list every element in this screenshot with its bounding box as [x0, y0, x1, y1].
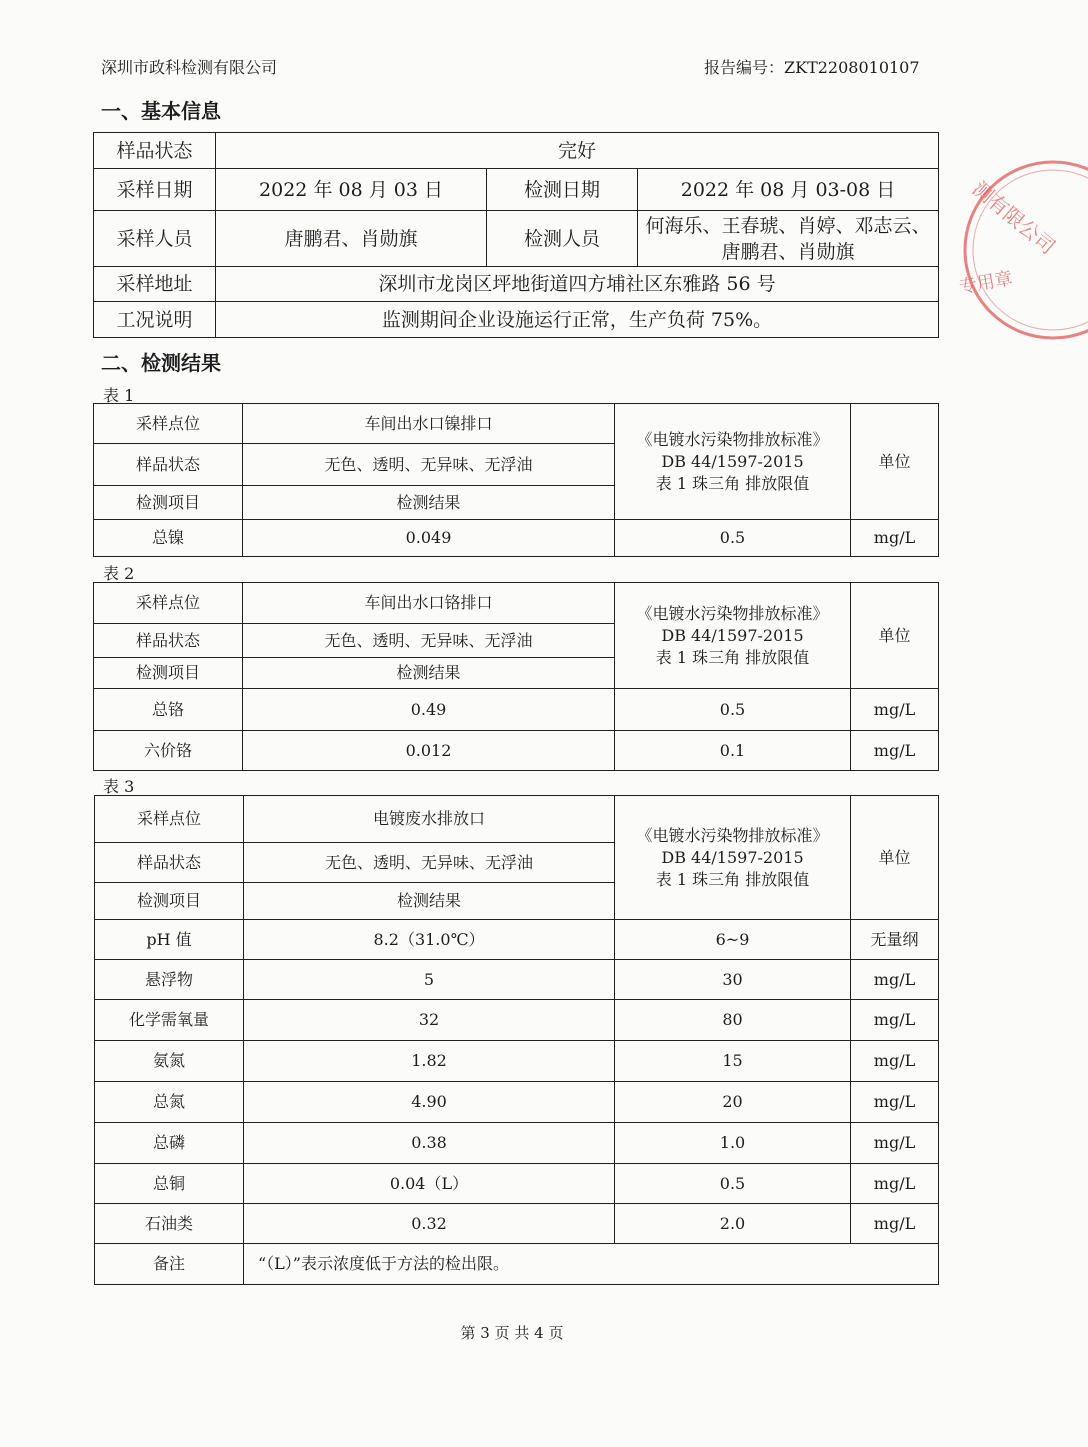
section-basic-info-title: 一、基本信息 [101, 99, 221, 123]
standard-title: 《电镀水污染物排放标准》 [636, 825, 829, 845]
sampling-date-value: 2022 年 08 月 03 日 [216, 169, 487, 211]
unit-value: mg/L [851, 960, 939, 1000]
label-sample-state: 样品状态 [94, 444, 243, 486]
table-row [94, 689, 939, 731]
limit-value: 0.5 [615, 1164, 851, 1204]
label-test-item: 检测项目 [94, 486, 243, 520]
label-address: 采样地址 [94, 267, 216, 302]
company-name: 深圳市政科检测有限公司 [101, 58, 278, 77]
label-test-item: 检测项目 [95, 883, 244, 920]
unit-value: mg/L [851, 1164, 939, 1204]
standard-cell [615, 583, 851, 689]
results-table-2 [93, 582, 939, 771]
item-name: pH 值 [95, 920, 244, 960]
address-value: 深圳市龙岗区坪地街道四方埔社区东雅路 56 号 [216, 267, 939, 302]
result-value: 0.49 [243, 689, 615, 731]
note-label: 备注 [95, 1244, 244, 1285]
table-row [95, 1123, 939, 1164]
result-header: 检测结果 [243, 486, 615, 520]
seal-text-top: 测有限公司 [967, 176, 1060, 259]
limit-value: 30 [615, 960, 851, 1000]
result-value: 4.90 [244, 1082, 615, 1123]
unit-value: mg/L [851, 520, 939, 557]
testers-line-1: 何海乐、王春琥、肖婷、邓志云、 [645, 214, 931, 237]
result-value: 0.049 [243, 520, 615, 557]
report-number: 报告编号：ZKT2208010107 [704, 58, 920, 77]
item-name: 氨氮 [95, 1041, 244, 1082]
label-test-item: 检测项目 [94, 658, 243, 689]
table-row [95, 1041, 939, 1082]
label-condition: 工况说明 [94, 302, 216, 338]
result-value: 32 [244, 1000, 615, 1041]
section-results-title: 二、检测结果 [101, 351, 221, 375]
standard-title: 《电镀水污染物排放标准》 [636, 603, 829, 623]
unit-header: 单位 [851, 404, 939, 520]
unit-value: mg/L [851, 1204, 939, 1244]
limit-value: 20 [615, 1082, 851, 1123]
unit-header: 单位 [851, 796, 939, 920]
label-sampling-point: 采样点位 [94, 583, 243, 624]
result-value: 5 [244, 960, 615, 1000]
result-value: 8.2（31.0℃） [244, 920, 615, 960]
samplers-value: 唐鹏君、肖勋旗 [216, 211, 487, 267]
table-row [95, 1164, 939, 1204]
item-name: 总铜 [95, 1164, 244, 1204]
sampling-point-value: 车间出水口铬排口 [243, 583, 615, 624]
result-value: 0.04（L） [244, 1164, 615, 1204]
item-name: 化学需氧量 [95, 1000, 244, 1041]
page-number: 第 3 页 共 4 页 [460, 1324, 564, 1342]
item-name: 悬浮物 [95, 960, 244, 1000]
unit-value: mg/L [851, 1041, 939, 1082]
table-row [95, 960, 939, 1000]
label-sampling-date: 采样日期 [94, 169, 216, 211]
sampling-point-value: 车间出水口镍排口 [243, 404, 615, 444]
standard-cell [615, 796, 851, 920]
standard-code: DB 44/1597-2015 [661, 451, 804, 471]
standard-limit: 表 1 珠三角 排放限值 [655, 473, 810, 493]
limit-value: 2.0 [615, 1204, 851, 1244]
limit-value: 0.5 [615, 689, 851, 731]
label-testing-date: 检测日期 [487, 169, 638, 211]
label-sampling-point: 采样点位 [94, 404, 243, 444]
label-testers: 检测人员 [487, 211, 638, 267]
testers-value [638, 211, 939, 267]
table2-label: 表 2 [103, 564, 135, 583]
standard-title: 《电镀水污染物排放标准》 [636, 429, 829, 449]
result-value: 0.012 [243, 731, 615, 771]
result-value: 0.32 [244, 1204, 615, 1244]
table-row [95, 1082, 939, 1123]
label-sample-state: 样品状态 [95, 843, 244, 883]
testing-date-value: 2022 年 08 月 03-08 日 [638, 169, 939, 211]
sample-status-value: 完好 [216, 133, 939, 169]
item-name: 石油类 [95, 1204, 244, 1244]
result-header: 检测结果 [244, 883, 615, 920]
label-sample-status: 样品状态 [94, 133, 216, 169]
unit-value: 无量纲 [851, 920, 939, 960]
sampling-point-value: 电镀废水排放口 [244, 796, 615, 843]
table3-label: 表 3 [103, 777, 135, 796]
seal-text-bottom: 专用章 [957, 267, 1015, 299]
standard-limit: 表 1 珠三角 排放限值 [655, 869, 810, 889]
sample-state-value: 无色、透明、无异味、无浮油 [244, 843, 615, 883]
results-table-3 [94, 795, 939, 1285]
table-row [94, 731, 939, 771]
table1-label: 表 1 [103, 386, 135, 405]
unit-value: mg/L [851, 689, 939, 731]
limit-value: 0.5 [615, 520, 851, 557]
label-samplers: 采样人员 [94, 211, 216, 267]
item-name: 六价铬 [94, 731, 243, 771]
sample-state-value: 无色、透明、无异味、无浮油 [243, 624, 615, 658]
table-row [95, 1000, 939, 1041]
note-text: “（L）”表示浓度低于方法的检出限。 [244, 1244, 939, 1285]
limit-value: 6~9 [615, 920, 851, 960]
limit-value: 80 [615, 1000, 851, 1041]
unit-value: mg/L [851, 1000, 939, 1041]
result-header: 检测结果 [243, 658, 615, 689]
result-value: 0.38 [244, 1123, 615, 1164]
unit-value: mg/L [851, 731, 939, 771]
result-value: 1.82 [244, 1041, 615, 1082]
standard-code: DB 44/1597-2015 [661, 847, 804, 867]
unit-value: mg/L [851, 1123, 939, 1164]
table-row [95, 1204, 939, 1244]
standard-cell [615, 404, 851, 520]
item-name: 总氮 [95, 1082, 244, 1123]
limit-value: 1.0 [615, 1123, 851, 1164]
company-seal-stamp [958, 160, 1088, 340]
condition-value: 监测期间企业设施运行正常，生产负荷 75%。 [216, 302, 939, 338]
item-name: 总磷 [95, 1123, 244, 1164]
unit-value: mg/L [851, 1082, 939, 1123]
sample-state-value: 无色、透明、无异味、无浮油 [243, 444, 615, 486]
limit-value: 0.1 [615, 731, 851, 771]
standard-code: DB 44/1597-2015 [661, 625, 804, 645]
label-sample-state: 样品状态 [94, 624, 243, 658]
results-table-1 [93, 403, 939, 557]
table-row [94, 520, 939, 557]
testers-line-2: 唐鹏君、肖勋旗 [721, 240, 855, 263]
table-row [95, 920, 939, 960]
basic-info-table [93, 132, 939, 338]
limit-value: 15 [615, 1041, 851, 1082]
item-name: 总镍 [94, 520, 243, 557]
label-sampling-point: 采样点位 [95, 796, 244, 843]
standard-limit: 表 1 珠三角 排放限值 [655, 647, 810, 667]
item-name: 总铬 [94, 689, 243, 731]
unit-header: 单位 [851, 583, 939, 689]
